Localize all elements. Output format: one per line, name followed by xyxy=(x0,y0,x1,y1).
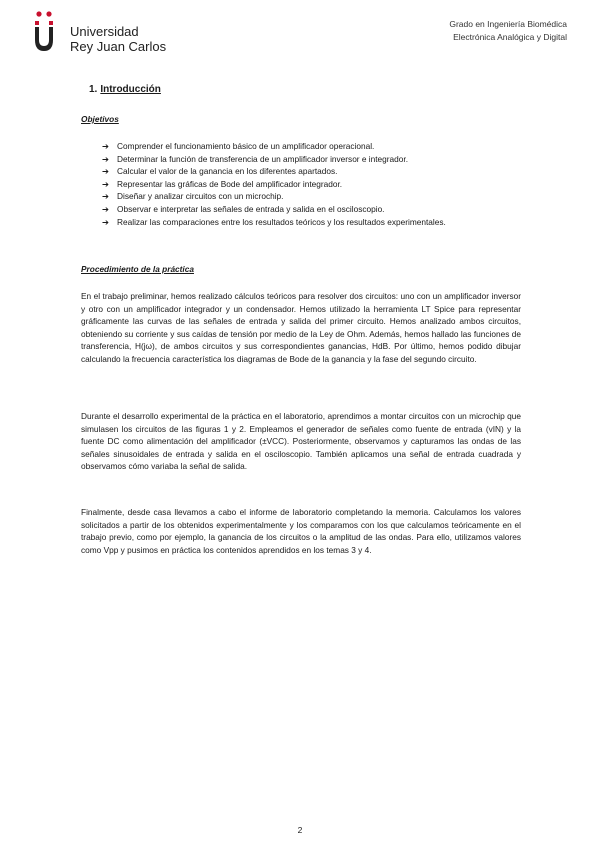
list-item xyxy=(102,140,446,153)
objective-text: Representar las gráficas de Bode del amplificador integrador. xyxy=(117,178,343,189)
procedure-heading: Procedimiento de la práctica xyxy=(81,264,194,274)
arrow-right-icon: ➔ xyxy=(102,153,109,164)
university-name-line2: Rey Juan Carlos xyxy=(70,39,167,54)
arrow-right-icon: ➔ xyxy=(102,216,109,227)
objective-text: Realizar las comparaciones entre los resultados teóricos y los resultados experimentales. xyxy=(117,216,446,227)
degree-name: Grado en Ingeniería Biomédica xyxy=(449,19,567,29)
list-item xyxy=(102,203,446,216)
objective-text: Determinar la función de transferencia de un amplificador inversor e integrador. xyxy=(117,153,409,164)
subject-name: Electrónica Analógica y Digital xyxy=(453,32,567,42)
arrow-right-icon: ➔ xyxy=(102,166,109,177)
objectives-list xyxy=(102,140,446,228)
arrow-right-icon: ➔ xyxy=(102,141,109,151)
list-item xyxy=(102,190,446,203)
university-name xyxy=(70,24,166,54)
list-item xyxy=(102,178,446,191)
list-item xyxy=(102,153,446,166)
section-title-text: Introducción xyxy=(100,84,161,95)
list-item xyxy=(102,216,446,229)
objective-text: Comprender el funcionamiento básico de un amplificador operacional. xyxy=(117,141,375,151)
paragraph-experimental: Durante el desarrollo experimental de la práctica en el laboratorio, aprendimos a montar circuitos con un microchip que simulasen los circuitos de las figuras 1 y 2. Empleamos el generador de señales como fuente de entrada (vIN) y la fuente DC como alimentación del amplificador (±VCC). Posteriormente, observamos y capturamos las ondas de las señales sinusoidales de entrada y salida en el osciloscopio. También aplicamos una señal de entrada cuadrada y observamos cómo variaba la señal de salida. xyxy=(81,411,521,472)
paragraph-conclusion: Finalmente, desde casa llevamos a cabo el informe de laboratorio completando la memoria. Calculamos los valores solicitados a partir de los obtenidos experimentalmente y los comparamos con los que calculamos teóricamente en el trabajo previo, como por ejemplo, la ganancia de los circuitos o la amplitud de las ondas. Para ello, utilizamos valores como Vpp y pusimos en práctica los contenidos aprendidos en los temas 3 y 4. xyxy=(81,507,521,555)
arrow-right-icon: ➔ xyxy=(102,191,109,202)
university-logo xyxy=(33,10,167,56)
objective-text: Calcular el valor de la ganancia en los diferentes apartados. xyxy=(117,166,338,177)
page-number: 2 xyxy=(297,825,303,835)
objectives-heading: Objetivos xyxy=(81,114,119,124)
paragraph-preliminary: En el trabajo preliminar, hemos realizado cálculos teóricos para resolver dos circuitos: uno con un amplificador inversor y otro con un amplificador integrador y un condensador. Hemos utilizado la herramienta LT Spice para representar gráficamente las curvas de las señales de entrada y salida del primer circuito. Hemos analizado ambos circuitos, obteniendo su corriente y sus caídas de tensión por medio de la Ley de Ohm. Además, hemos hallado las funciones de transferencia, H(jω), de ambos circuitos y sus correspondientes ganancias, HdB. Por último, hemos podido dibujar calculando la frecuencia característica los diagramas de Bode de la ganancia y la fase del segundo circuito. xyxy=(81,291,521,364)
arrow-right-icon: ➔ xyxy=(102,178,109,189)
course-header xyxy=(449,18,567,44)
list-item xyxy=(102,165,446,178)
objective-text: Observar e interpretar las señales de entrada y salida en el osciloscopio. xyxy=(117,203,385,214)
university-name-line1: Universidad xyxy=(70,24,139,39)
section-title xyxy=(89,84,161,95)
objective-text: Diseñar y analizar circuitos con un microchip. xyxy=(117,191,284,202)
urjc-logo-icon xyxy=(33,10,55,52)
arrow-right-icon: ➔ xyxy=(102,203,109,214)
section-number: 1. xyxy=(89,84,98,95)
